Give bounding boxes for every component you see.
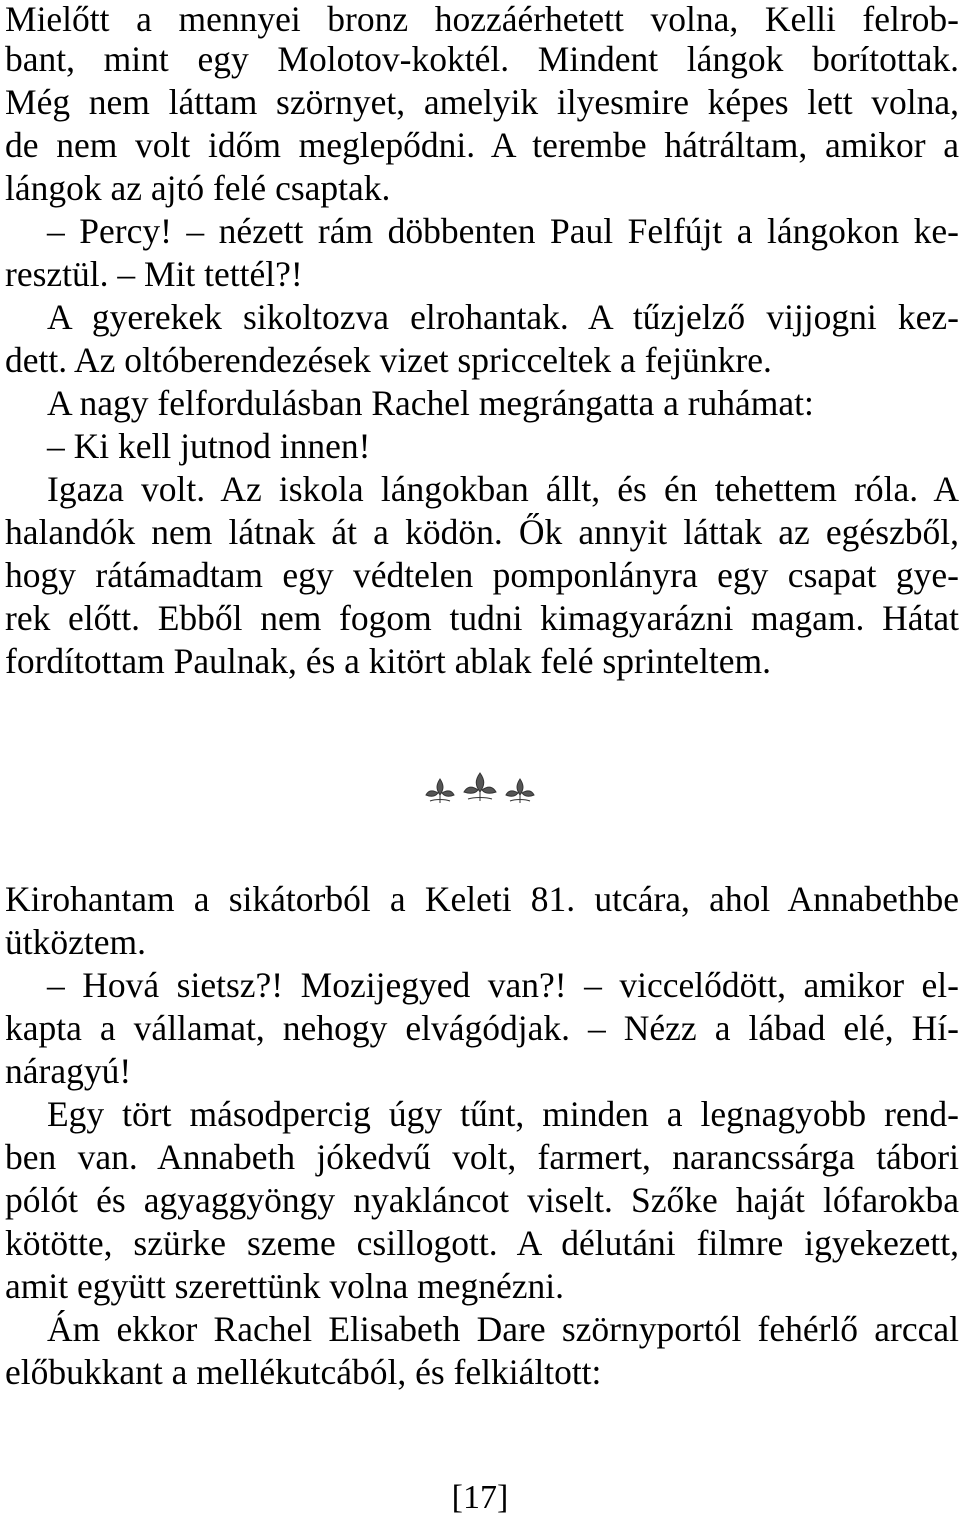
- text-line: A nagy felfordulásban Rachel megrángatta a ruhámat:: [47, 383, 814, 423]
- text-line: lángok az ajtó felé csaptak.: [5, 168, 391, 208]
- text-line: rek előtt. Ebből nem fogom tudni kimagyarázni magam. Hátat: [5, 598, 959, 638]
- text-line: Egy tört másodpercig úgy tűnt, minden a legnagyobb rend-: [47, 1094, 959, 1134]
- text-line: – Hová sietsz?! Mozijegyed van?! – viccelődött, amikor el-: [47, 965, 959, 1005]
- text-line: A gyerekek sikoltozva elrohantak. A tűzjelző vijjogni kez-: [47, 297, 959, 337]
- fleuron-divider-icon: [420, 763, 540, 813]
- text-line: fordítottam Paulnak, és a kitört ablak felé sprinteltem.: [5, 641, 771, 681]
- text-line: amit együtt szerettünk volna megnézni.: [5, 1266, 564, 1306]
- text-line: hogy rátámadtam egy védtelen pomponlányra egy csapat gye-: [5, 555, 959, 595]
- text-line: resztül. – Mit tettél?!: [5, 254, 303, 294]
- text-line: előbukkant a mellékutcából, és felkiáltott:: [5, 1352, 602, 1392]
- text-line: kötötte, szürke szeme csillogott. A délutáni filmre igyekezett,: [5, 1223, 959, 1263]
- fleuron-divider-icon: [420, 763, 540, 813]
- text-line: halandók nem látnak át a ködön. Ők annyit láttak az egészből,: [5, 512, 959, 552]
- text-line: Igaza volt. Az iskola lángokban állt, és én tehettem róla. A: [47, 469, 959, 509]
- text-line: Kirohantam a sikátorból a Keleti 81. utcára, ahol Annabethbe: [5, 879, 959, 919]
- text-line: kapta a vállamat, nehogy elvágódjak. – Nézz a lábad elé, Hí-: [5, 1008, 959, 1048]
- text-line: – Percy! – nézett rám döbbenten Paul Felfújt a lángokon ke-: [47, 211, 959, 251]
- text-line: bant, mint egy Molotov-koktél. Mindent lángok borítottak.: [5, 39, 959, 79]
- text-line: ben van. Annabeth jókedvű volt, farmert, narancssárga tábori: [5, 1137, 959, 1177]
- text-line: de nem volt időm meglepődni. A terembe hátráltam, amikor a: [5, 125, 959, 165]
- text-line: pólót és agyaggyöngy nyakláncot viselt. Szőke haját lófarokba: [5, 1180, 959, 1220]
- text-line: Mielőtt a mennyei bronz hozzáérhetett volna, Kelli felrob-: [5, 0, 959, 39]
- text-line: ütköztem.: [5, 922, 146, 962]
- text-line: dett. Az oltóberendezések vizet spricceltek a fejünkre.: [5, 340, 772, 380]
- text-line: náragyú!: [5, 1051, 132, 1091]
- page-number: [17]: [451, 1479, 509, 1516]
- text-line: Ám ekkor Rachel Elisabeth Dare szörnyportól fehérlő arccal: [47, 1309, 959, 1349]
- text-line: – Ki kell jutnod innen!: [47, 426, 371, 466]
- text-line: Még nem láttam szörnyet, amelyik ilyesmire képes lett volna,: [5, 82, 959, 122]
